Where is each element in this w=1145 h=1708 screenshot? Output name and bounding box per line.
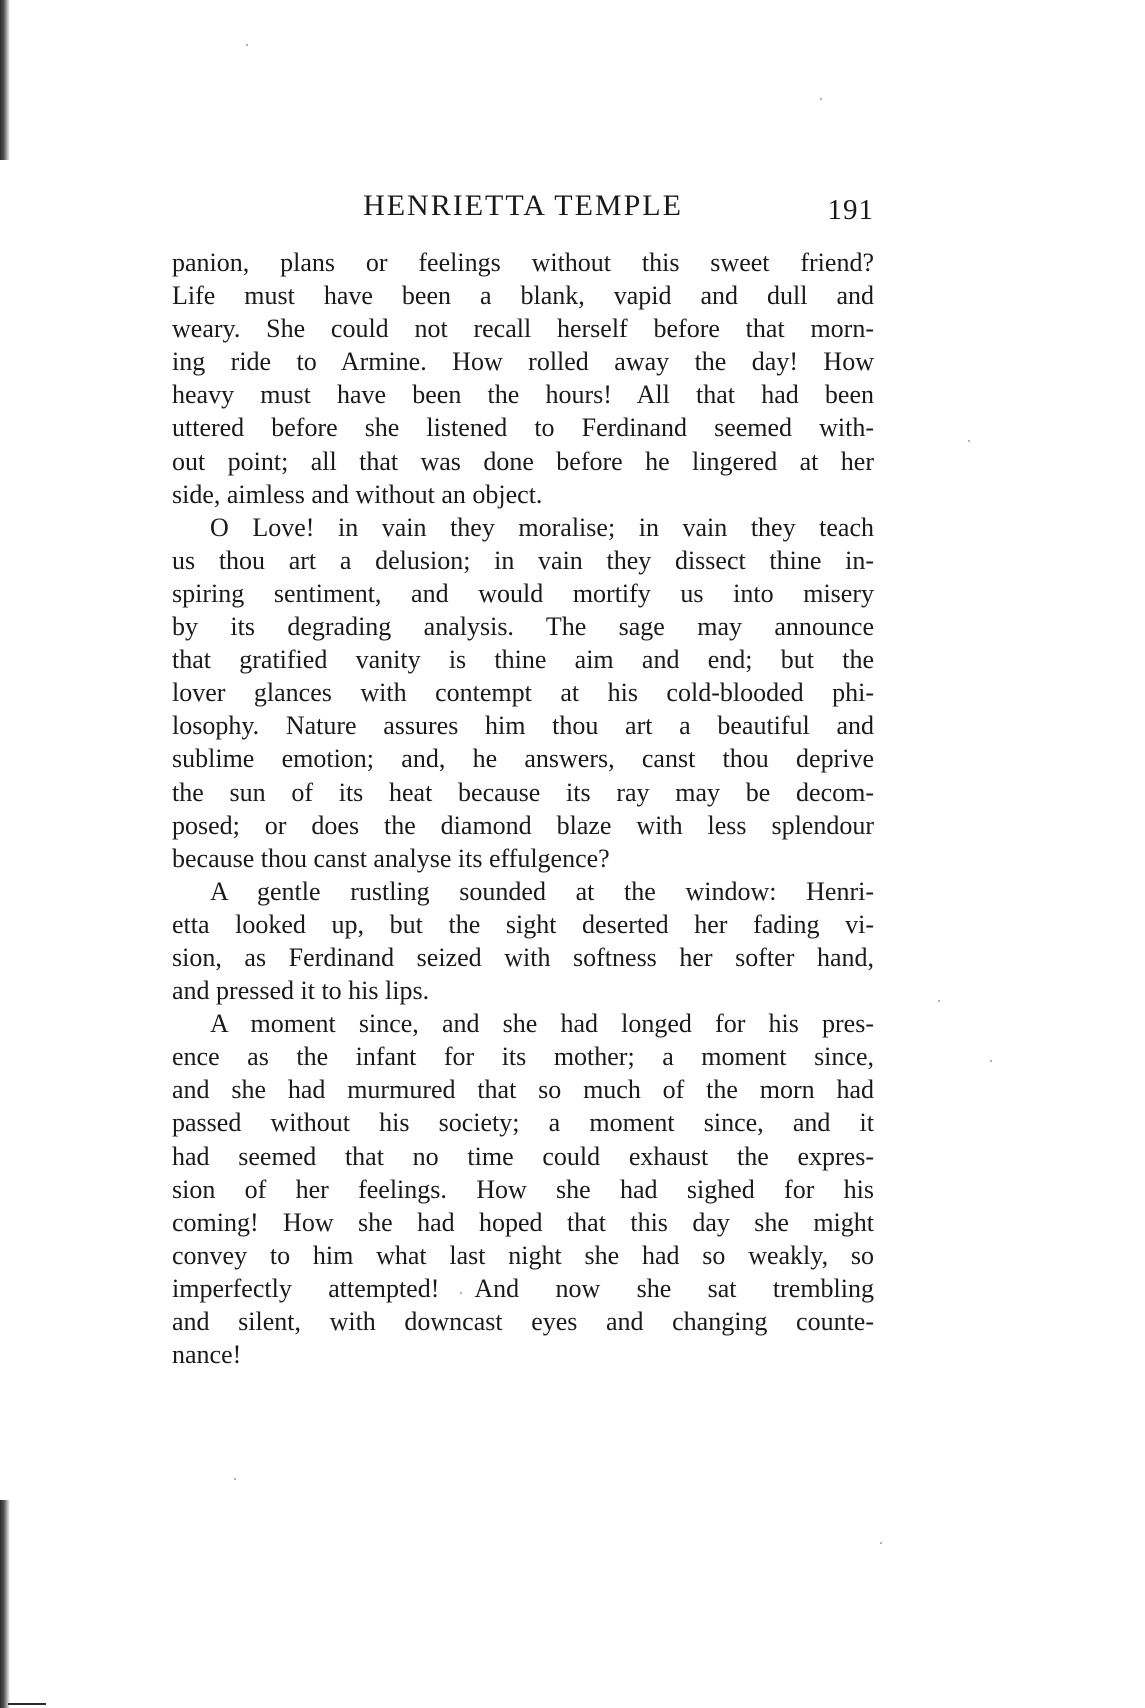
text-line: lover glances with contempt at his cold-blooded phi-: [172, 678, 874, 708]
binding-edge-shadow: [0, 0, 10, 160]
text-line: nance!: [172, 1340, 242, 1370]
text-line: ing ride to Armine. How rolled away the day! How: [172, 347, 874, 377]
paragraph: [172, 511, 874, 875]
paragraph: [172, 1007, 874, 1371]
text-line: spiring sentiment, and would mortify us into misery: [172, 578, 874, 608]
text-line: uttered before she listened to Ferdinand seemed with-: [172, 413, 874, 443]
running-title: HENRIETTA TEMPLE: [363, 189, 683, 222]
text-line: that gratified vanity is thine aim and end; but the: [172, 645, 874, 675]
paper-speck: [234, 1478, 236, 1480]
paper-speck: [990, 1060, 992, 1062]
text-line: because thou canst analyse its effulgence?: [172, 843, 610, 873]
text-line: etta looked up, but the sight deserted her fading vi-: [172, 909, 874, 939]
text-line: and pressed it to his lips.: [172, 976, 430, 1006]
paragraph: [172, 246, 874, 511]
body-text: [172, 246, 874, 1371]
text-line: weary. She could not recall herself before that morn-: [172, 314, 874, 344]
text-line: Life must have been a blank, vapid and dull and: [172, 281, 874, 311]
text-line: the sun of its heat because its ray may be decom-: [172, 777, 874, 807]
text-line: ence as the infant for its mother; a moment since,: [172, 1042, 874, 1072]
text-line: O Love! in vain they moralise; in vain they teach: [210, 512, 874, 542]
paper-speck: [880, 1542, 882, 1544]
paragraph: [172, 875, 874, 1007]
text-line: sion, as Ferdinand seized with softness her softer hand,: [172, 942, 874, 972]
text-line: panion, plans or feelings without this sweet friend?: [172, 248, 874, 277]
text-line: A moment since, and she had longed for his pres-: [210, 1009, 874, 1039]
binding-edge-shadow: [0, 1500, 10, 1708]
text-line: had seemed that no time could exhaust the expres-: [172, 1141, 874, 1171]
page-header: [172, 184, 874, 228]
text-line: out point; all that was done before he lingered at her: [172, 446, 874, 476]
text-line: by its degrading analysis. The sage may announce: [172, 612, 874, 642]
binding-edge-mark: [8, 1703, 46, 1705]
text-line: convey to him what last night she had so weakly, so: [172, 1240, 874, 1270]
page-number: 191: [827, 194, 874, 226]
text-line: us thou art a delusion; in vain they dissect thine in-: [172, 545, 874, 575]
text-line: heavy must have been the hours! All that had been: [172, 380, 874, 410]
text-line: losophy. Nature assures him thou art a beautiful and: [172, 711, 874, 741]
text-line: and she had murmured that so much of the morn had: [172, 1075, 874, 1105]
text-line: side, aimless and without an object.: [172, 479, 543, 509]
text-line: passed without his society; a moment since, and it: [172, 1108, 874, 1138]
text-line: and silent, with downcast eyes and changing counte-: [172, 1307, 874, 1336]
paper-speck: [968, 440, 970, 442]
text-line: coming! How she had hoped that this day she might: [172, 1207, 874, 1237]
text-line: A gentle rustling sounded at the window: Henri-: [210, 876, 874, 906]
text-line: imperfectly attempted! And now she sat trembling: [172, 1273, 874, 1303]
paper-speck: [820, 98, 822, 100]
text-line: sion of her feelings. How she had sighed for his: [172, 1174, 874, 1204]
paper-speck: [246, 44, 248, 46]
paper-speck: [938, 1000, 940, 1002]
text-line: posed; or does the diamond blaze with less splendour: [172, 810, 874, 840]
text-line: sublime emotion; and, he answers, canst thou deprive: [172, 744, 874, 774]
